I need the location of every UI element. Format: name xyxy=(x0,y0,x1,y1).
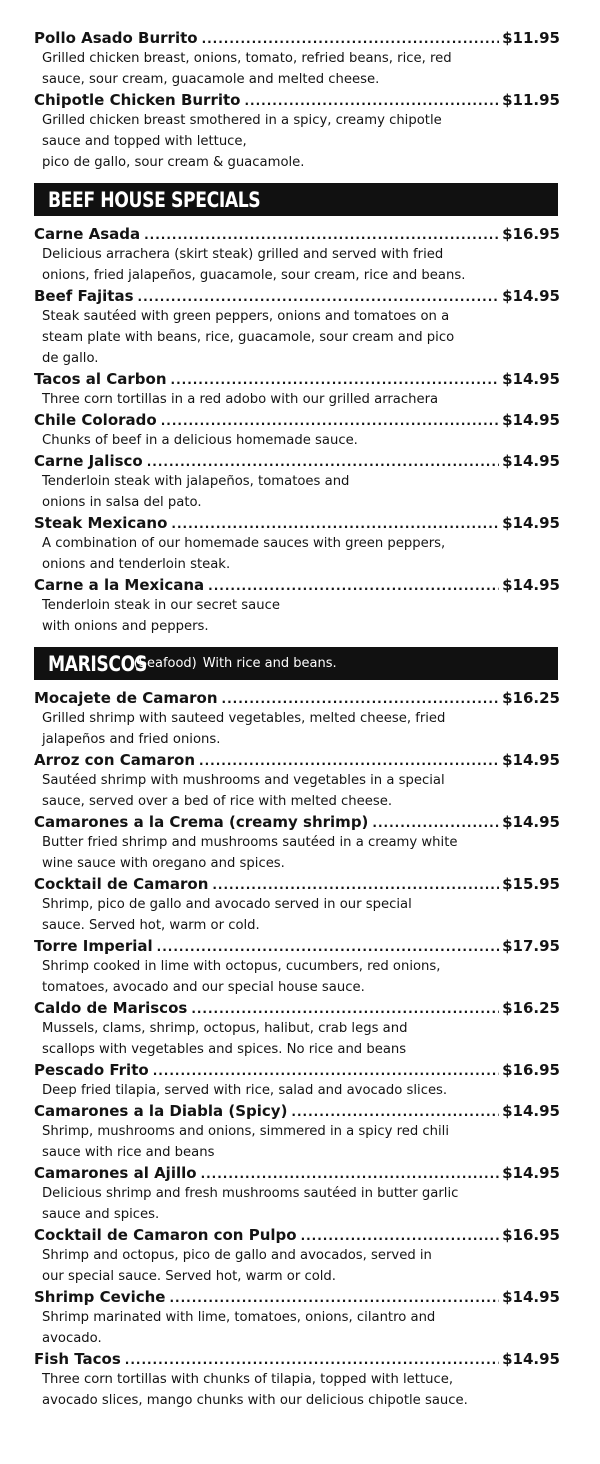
item-price: $16.25 xyxy=(502,689,560,707)
item-description: Shrimp marinated with lime, tomatoes, onions, cilantro and avocado. xyxy=(42,1310,436,1346)
menu-item xyxy=(34,286,560,369)
menu-item xyxy=(34,1060,560,1101)
item-price: $14.95 xyxy=(502,1288,560,1306)
menu-item xyxy=(34,1349,560,1411)
dot-leader xyxy=(153,1061,499,1081)
item-name: Torre Imperial xyxy=(34,937,153,955)
item-description: Shrimp, pico de gallo and avocado served in our special sauce. Served hot, warm or cold. xyxy=(42,897,412,933)
dot-leader xyxy=(157,937,499,957)
dot-leader xyxy=(169,1288,499,1308)
item-price: $14.95 xyxy=(502,576,560,594)
dot-leader xyxy=(208,576,499,596)
seafood-items xyxy=(34,688,560,1411)
menu-item xyxy=(34,812,560,874)
item-description: A combination of our homemade sauces with green peppers, onions and tenderloin steak. xyxy=(42,536,446,572)
item-price: $15.95 xyxy=(502,875,560,893)
dot-leader xyxy=(125,1350,499,1370)
item-description: Grilled chicken breast smothered in a spicy, creamy chipotle sauce and topped with lettuce, pico de gallo, sour cream & guacamole. xyxy=(42,113,442,170)
menu-item xyxy=(34,28,560,90)
item-description: Grilled chicken breast, onions, tomato, refried beans, rice, red sauce, sour cream, guacamole and melted cheese. xyxy=(42,51,452,87)
menu-item xyxy=(34,1287,560,1349)
dot-leader xyxy=(301,1226,500,1246)
section-title: MARISCOS xyxy=(47,651,147,676)
item-name: Carne Asada xyxy=(34,225,141,243)
item-description: Delicious shrimp and fresh mushrooms sautéed in butter garlic sauce and spices. xyxy=(42,1186,459,1222)
item-name: Pollo Asado Burrito xyxy=(34,29,198,47)
menu-item xyxy=(34,224,560,286)
dot-leader xyxy=(222,689,500,709)
item-name: Pescado Frito xyxy=(34,1061,149,1079)
dot-leader xyxy=(201,1164,500,1184)
item-price: $14.95 xyxy=(502,370,560,388)
dot-leader xyxy=(372,813,499,833)
item-description: Tenderloin steak in our secret sauce with onions and peppers. xyxy=(42,598,280,634)
item-price: $11.95 xyxy=(502,91,560,109)
beef-items xyxy=(34,224,560,637)
section-note: With rice and beans. xyxy=(202,656,337,671)
item-price: $16.95 xyxy=(502,1061,560,1079)
menu-item xyxy=(34,1163,560,1225)
item-name: Mocajete de Camaron xyxy=(34,689,218,707)
item-price: $14.95 xyxy=(502,411,560,429)
dot-leader xyxy=(202,29,500,49)
section-title: BEEF HOUSE SPECIALS xyxy=(47,187,261,212)
item-description: Tenderloin steak with jalapeños, tomatoes and onions in salsa del pato. xyxy=(42,474,350,510)
item-description: Deep fried tilapia, served with rice, salad and avocado slices. xyxy=(42,1083,448,1098)
dot-leader xyxy=(144,225,499,245)
item-name: Tacos al Carbon xyxy=(34,370,167,388)
dot-leader xyxy=(244,91,499,111)
item-description: Steak sautéed with green peppers, onions and tomatoes on a steam plate with beans, rice, guacamole, sour cream and pico de gallo. xyxy=(42,309,455,366)
menu-item xyxy=(34,688,560,750)
menu-item xyxy=(34,750,560,812)
item-description: Sautéed shrimp with mushrooms and vegetables in a special sauce, served over a bed of rice with melted cheese. xyxy=(42,773,445,809)
item-price: $14.95 xyxy=(502,287,560,305)
item-name: Caldo de Mariscos xyxy=(34,999,188,1017)
menu-item xyxy=(34,513,560,575)
item-name: Beef Fajitas xyxy=(34,287,134,305)
item-price: $14.95 xyxy=(502,1164,560,1182)
item-description: Chunks of beef in a delicious homemade sauce. xyxy=(42,433,358,448)
item-price: $17.95 xyxy=(502,937,560,955)
item-name: Shrimp Ceviche xyxy=(34,1288,166,1306)
item-price: $16.95 xyxy=(502,1226,560,1244)
item-price: $14.95 xyxy=(502,813,560,831)
item-description: Butter fried shrimp and mushrooms sautéed in a creamy white wine sauce with oregano and spices. xyxy=(42,835,458,871)
dot-leader xyxy=(171,370,500,390)
menu-item xyxy=(34,1225,560,1287)
section-subtitle: (Seafood) xyxy=(133,656,197,671)
item-name: Steak Mexicano xyxy=(34,514,168,532)
item-name: Camarones al Ajillo xyxy=(34,1164,197,1182)
item-name: Chile Colorado xyxy=(34,411,157,429)
menu-item xyxy=(34,575,560,637)
section-header-beef xyxy=(34,183,558,216)
item-price: $16.95 xyxy=(502,225,560,243)
item-price: $11.95 xyxy=(502,29,560,47)
item-description: Mussels, clams, shrimp, octopus, halibut, crab legs and scallops with vegetables and spices. No rice and beans xyxy=(42,1021,408,1057)
item-price: $16.25 xyxy=(502,999,560,1017)
dot-leader xyxy=(171,514,499,534)
item-price: $14.95 xyxy=(502,514,560,532)
item-description: Three corn tortillas in a red adobo with our grilled arrachera xyxy=(42,392,439,407)
item-name: Fish Tacos xyxy=(34,1350,121,1368)
item-description: Three corn tortillas with chunks of tilapia, topped with lettuce, avocado slices, mango chunks with our delicious chipotle sauce. xyxy=(42,1372,468,1408)
menu-item xyxy=(34,369,560,410)
dot-leader xyxy=(199,751,499,771)
dot-leader xyxy=(291,1102,499,1122)
dot-leader xyxy=(138,287,500,307)
item-name: Cocktail de Camaron xyxy=(34,875,209,893)
menu-item xyxy=(34,998,560,1060)
dot-leader xyxy=(212,875,499,895)
item-name: Camarones a la Crema (creamy shrimp) xyxy=(34,813,369,831)
menu-item xyxy=(34,410,560,451)
menu-item xyxy=(34,874,560,936)
item-description: Grilled shrimp with sauteed vegetables, melted cheese, fried jalapeños and fried onions. xyxy=(42,711,446,747)
top-items xyxy=(34,28,560,173)
item-name: Carne Jalisco xyxy=(34,452,143,470)
item-name: Arroz con Camaron xyxy=(34,751,196,769)
section-header-seafood xyxy=(34,647,558,680)
item-description: Delicious arrachera (skirt steak) grilled and served with fried onions, fried jalapeños, guacamole, sour cream, rice and beans. xyxy=(42,247,466,283)
dot-leader xyxy=(191,999,499,1019)
item-price: $14.95 xyxy=(502,1102,560,1120)
item-description: Shrimp and octopus, pico de gallo and avocados, served in our special sauce. Served hot, warm or cold. xyxy=(42,1248,432,1284)
item-name: Cocktail de Camaron con Pulpo xyxy=(34,1226,297,1244)
menu-item xyxy=(34,90,560,173)
item-description: Shrimp cooked in lime with octopus, cucumbers, red onions, tomatoes, avocado and our special house sauce. xyxy=(42,959,441,995)
menu-item xyxy=(34,1101,560,1163)
item-name: Chipotle Chicken Burrito xyxy=(34,91,241,109)
item-price: $14.95 xyxy=(502,452,560,470)
item-price: $14.95 xyxy=(502,1350,560,1368)
dot-leader xyxy=(147,452,499,472)
menu-item xyxy=(34,936,560,998)
item-name: Carne a la Mexicana xyxy=(34,576,205,594)
item-name: Camarones a la Diabla (Spicy) xyxy=(34,1102,288,1120)
dot-leader xyxy=(161,411,499,431)
item-description: Shrimp, mushrooms and onions, simmered in a spicy red chili sauce with rice and beans xyxy=(42,1124,449,1160)
menu-item xyxy=(34,451,560,513)
item-price: $14.95 xyxy=(502,751,560,769)
